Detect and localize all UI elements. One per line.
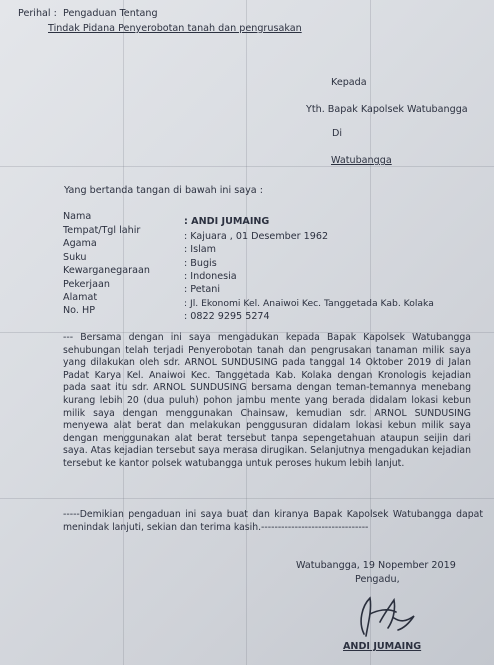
identity-label: Suku <box>63 252 87 263</box>
perihal-line-1: Pengaduan Tentang <box>63 8 158 19</box>
identity-label: No. HP <box>63 305 95 316</box>
perihal-label: Perihal : <box>18 8 57 19</box>
paper-fold <box>0 166 494 167</box>
sign-name: ANDI JUMAING <box>343 641 422 652</box>
perihal-line-2: Tindak Pidana Penyerobotan tanah dan pengrusakan <box>48 23 302 34</box>
identity-value: : Kajuara , 01 Desember 1962 <box>184 231 329 242</box>
identity-value: : Petani <box>184 284 221 295</box>
recipient-place: Watubangga <box>331 155 392 166</box>
closing-paragraph: -----Demikian pengaduan ini saya buat dan kiranya Bapak Kapolsek Watubangga dapat menindak lanjuti, sekian dan terima kasih.-------------------------------- <box>63 509 483 533</box>
sign-role: Pengadu, <box>355 574 400 585</box>
identity-label: Alamat <box>63 292 98 303</box>
identity-value: : Indonesia <box>184 271 237 282</box>
identity-label: Tempat/Tgl lahir <box>63 225 141 236</box>
identity-value: : Jl. Ekonomi Kel. Anaiwoi Kec. Tanggetada Kab. Kolaka <box>184 298 434 309</box>
identity-label: Nama <box>63 211 92 222</box>
body-paragraph: --- Bersama dengan ini saya mengadukan kepada Bapak Kapolsek Watubangga sehubungan telah terjadi Penyerobotan tanah dan pengrusakan tanaman milik saya yang dilakukan oleh sdr. ARNOL SUNDUSING pada tanggal 14 Oktober 2019 di Jalan Padat Karya Kel. Anaiwoi Kec. Tanggetada Kab. Kolaka dengan Kronologis kejadian pada saat itu sdr. ARNOL SUNDUSING bersama dengan teman-temannya menebang kurang lebih 20 (dua puluh) pohon jambu mente yang berada didalam lokasi kebun milik saya dengan menggunakan Chainsaw, kemudian sdr. ARNOL SUNDUSING menyewa alat berat dan melakukan penggusuran didalam lokasi kebun milik saya dengan menggunakan alat berat tersebut tanpa sepengetahuan ataupun seijin dari saya. Atas kejadian tersebut saya merasa dirugikan. Selanjutnya mengadukan kejadian tersebut ke kantor polsek watubangga untuk peroses hukum lebih lanjut. <box>63 332 472 469</box>
intro-text: Yang bertanda tangan di bawah ini saya : <box>64 185 263 196</box>
identity-value: : Islam <box>184 244 216 255</box>
identity-value: : ANDI JUMAING <box>184 216 270 227</box>
identity-label: Pekerjaan <box>63 279 110 290</box>
identity-label: Kewarganegaraan <box>63 265 150 276</box>
paper-fold <box>0 498 494 499</box>
recipient-yth: Yth. Bapak Kapolsek Watubangga <box>306 104 468 115</box>
sign-place-date: Watubangga, 19 Nopember 2019 <box>296 560 456 571</box>
recipient-di: Di <box>332 128 343 139</box>
handwritten-signature <box>344 592 424 642</box>
identity-value: : Bugis <box>184 258 217 269</box>
identity-value: : 0822 9295 5274 <box>184 311 270 322</box>
identity-label: Agama <box>63 238 97 249</box>
recipient-kepada: Kepada <box>331 77 367 88</box>
